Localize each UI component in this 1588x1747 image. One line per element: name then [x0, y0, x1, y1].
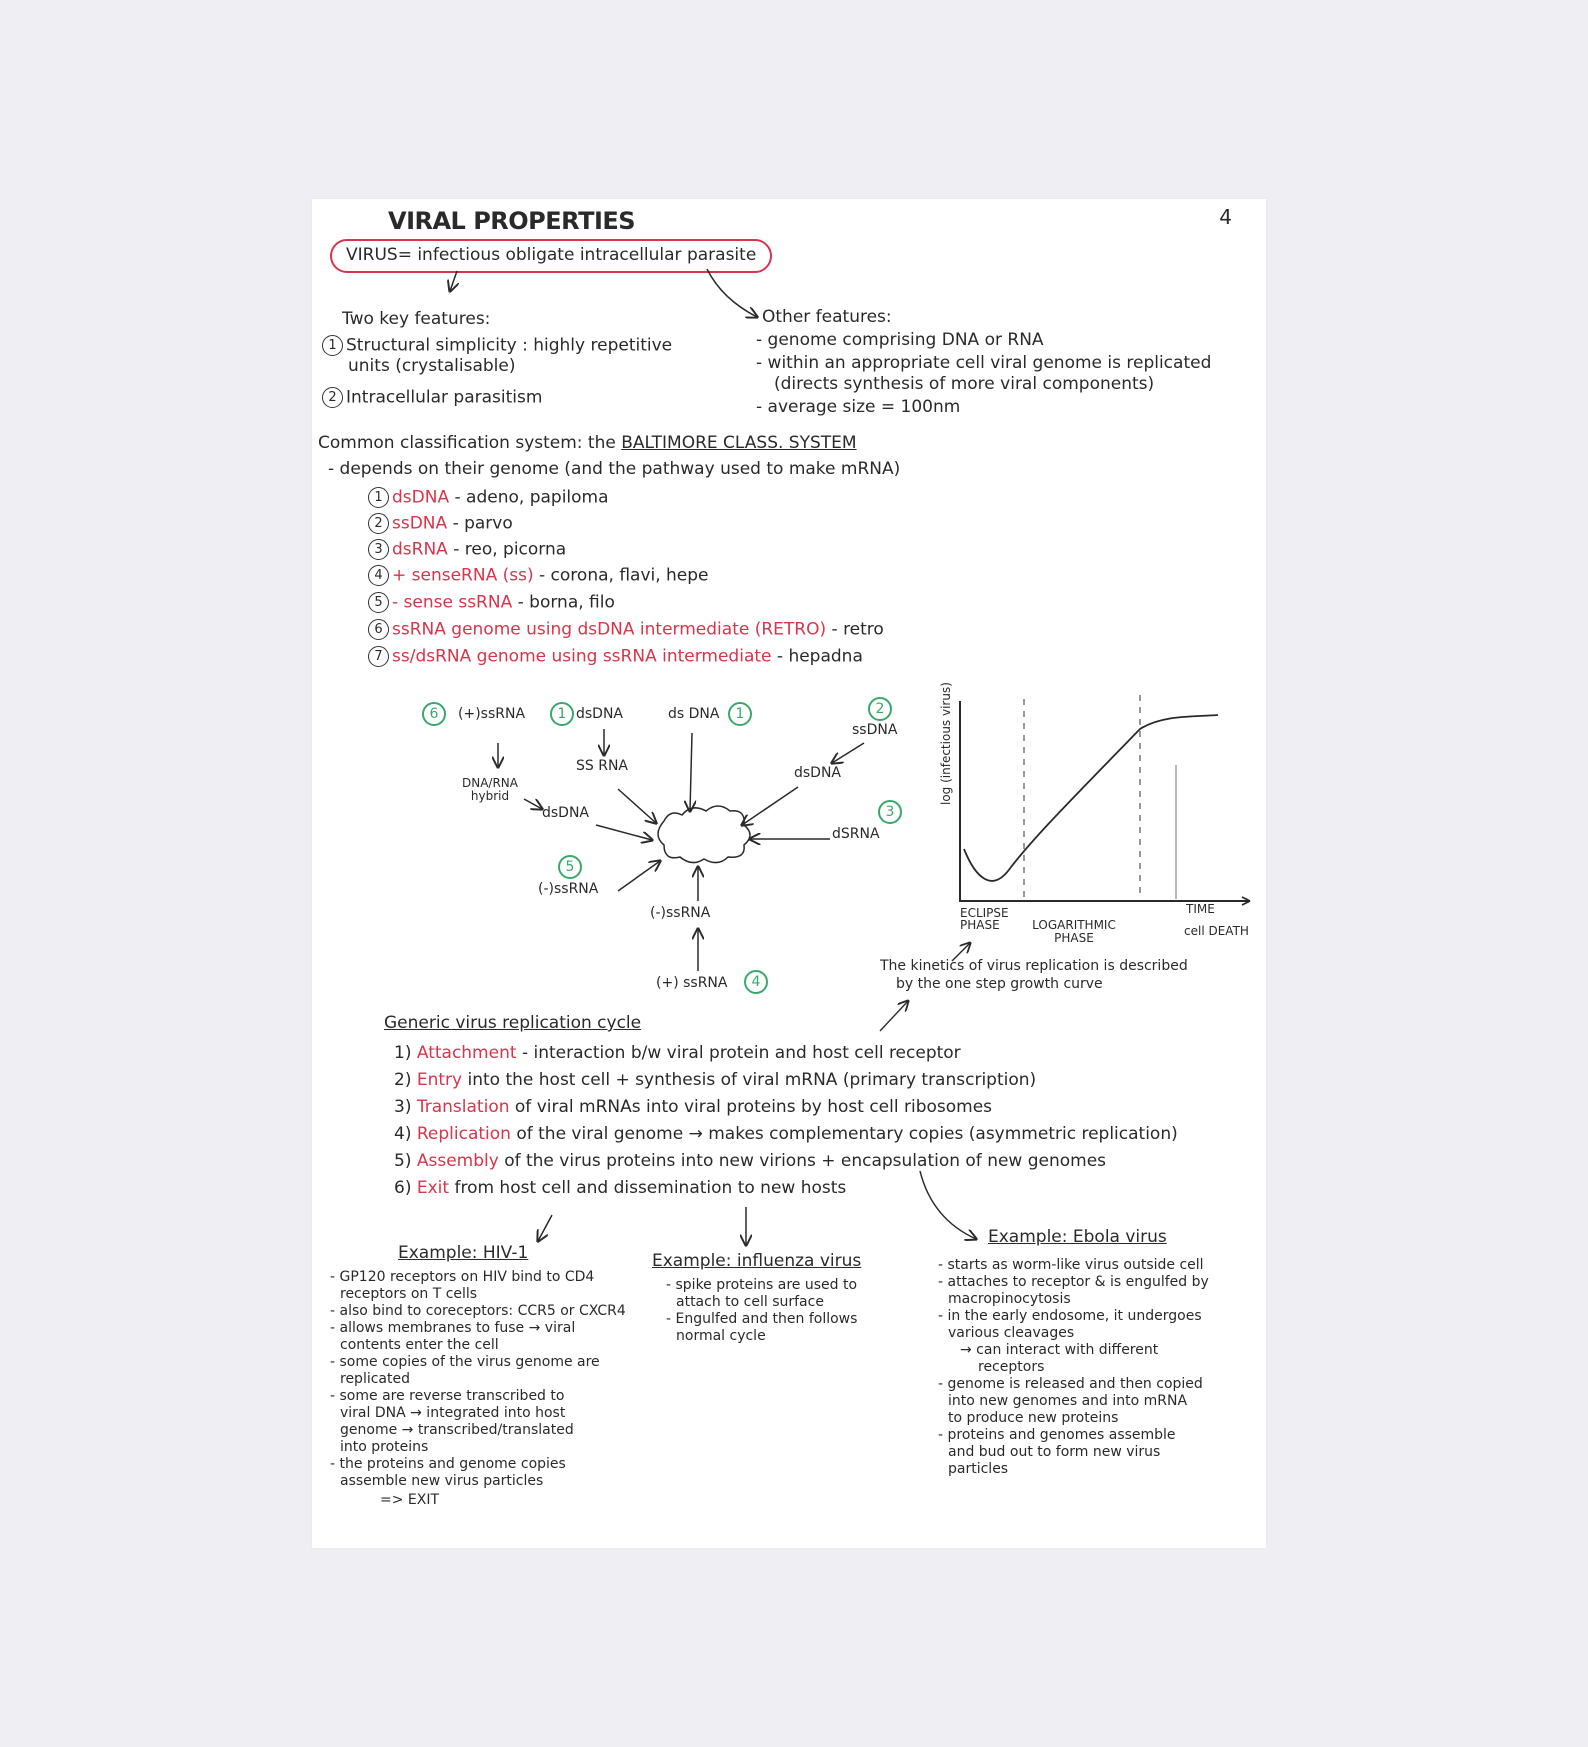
class-examples: - hepadna [776, 646, 863, 667]
eclipse-phase-label: ECLIPSE PHASE [960, 906, 1009, 932]
class-genome: - sense ssRNA [392, 592, 513, 613]
arrow-to-caption [880, 1001, 908, 1031]
example-line: => EXIT [380, 1492, 440, 1508]
key-features-heading: Two key features: [342, 309, 491, 329]
example-line: → can interact with different [960, 1342, 1159, 1358]
replication-step [394, 1072, 1036, 1090]
example-line: contents enter the cell [340, 1337, 499, 1353]
key-feature-text: Intracellular parasitism [346, 387, 543, 408]
example-line: into proteins [340, 1439, 429, 1455]
step-number: 2) [394, 1070, 412, 1090]
growth-caption-2: by the one step growth curve [896, 976, 1103, 992]
step-name: Assembly [416, 1151, 499, 1171]
step-name: Translation [416, 1097, 510, 1117]
other-features-heading: Other features: [762, 307, 892, 327]
arrow-to-hiv [538, 1215, 552, 1241]
class-number: 4 [368, 565, 389, 586]
label-minus-ssrna: (-)ssRNA [650, 905, 711, 921]
other-feature-line: - within an appropriate cell viral genome is replicated [756, 353, 1212, 373]
step-name: Attachment [416, 1043, 517, 1063]
hiv-example-list [330, 1269, 626, 1510]
class-marker-3: 3 [878, 800, 902, 824]
page-title: VIRAL PROPERTIES [388, 207, 636, 235]
class-examples: - adeno, papiloma [454, 487, 609, 508]
arrow-to-ebola [920, 1171, 976, 1239]
step-detail: into the host cell + synthesis of viral mRNA (primary transcription) [467, 1070, 1037, 1090]
replication-step [394, 1180, 846, 1198]
label-plus-ssrna: (+)ssRNA [458, 706, 526, 722]
step-detail: of the virus proteins into new virions + encapsulation of new genomes [504, 1151, 1107, 1171]
example-line: - spike proteins are used to [666, 1277, 858, 1293]
virus-definition: VIRUS= infectious obligate intracellular parasite [330, 239, 772, 273]
label-ssrna: SS RNA [576, 758, 629, 774]
arrow-dsdna-to-mrna [742, 787, 798, 825]
class-marker-1: 1 [550, 702, 574, 726]
other-feature-line: - average size = 100nm [756, 397, 961, 417]
log-phase-label: LOGARITHMIC PHASE [1032, 918, 1116, 945]
arrow-hybrid-to-dsdna [524, 799, 542, 809]
class-number: 6 [368, 619, 389, 640]
label-dsdna: dsDNA [794, 765, 842, 781]
example-line: - some are reverse transcribed to [330, 1388, 565, 1404]
class-marker-2: 2 [868, 697, 892, 721]
class-genome: ssDNA [392, 513, 448, 534]
class-number: 2 [368, 513, 389, 534]
step-number: 5) [394, 1151, 412, 1171]
example-line: genome → transcribed/translated [340, 1422, 574, 1438]
label-dsdna: ds DNA [668, 706, 720, 722]
class-marker-1: 1 [728, 702, 752, 726]
arrow-to-other-features [707, 269, 757, 317]
class-marker-4: 4 [744, 970, 768, 994]
step-detail: of viral mRNAs into viral proteins by host cell ribosomes [514, 1097, 993, 1117]
step-name: Entry [416, 1070, 463, 1090]
hiv-example-heading: Example: HIV-1 [398, 1243, 529, 1263]
example-line: receptors on T cells [340, 1286, 478, 1302]
class-number: 1 [368, 487, 389, 508]
label-plus-ssrna: (+) ssRNA [656, 975, 728, 991]
step-name: Replication [416, 1124, 511, 1144]
example-line: - GP120 receptors on HIV bind to CD4 [330, 1269, 595, 1285]
ebola-example-list [938, 1257, 1258, 1478]
ebola-example-heading: Example: Ebola virus [988, 1227, 1167, 1247]
replication-cycle-heading: Generic virus replication cycle [384, 1013, 642, 1033]
example-line: - allows membranes to fuse → viral [330, 1320, 576, 1336]
class-examples: - parvo [452, 513, 513, 534]
cell-death-label: cell DEATH [1184, 924, 1249, 938]
notes-page [312, 199, 1266, 1548]
growth-ylabel: log (infectious virus) [939, 682, 953, 805]
class-examples: - borna, filo [517, 592, 615, 613]
replication-step [394, 1099, 992, 1117]
influenza-example-list [666, 1277, 896, 1345]
example-line: into new genomes and into mRNA [948, 1393, 1188, 1409]
class-genome: dsRNA [392, 539, 448, 560]
class-examples: - reo, picorna [453, 539, 567, 560]
step-number: 4) [394, 1124, 412, 1144]
class-genome: + senseRNA (ss) [392, 565, 534, 586]
step-detail: of the viral genome → makes complementary copies (asymmetric replication) [516, 1124, 1178, 1144]
label-minus-ssrna: (-)ssRNA [538, 881, 599, 897]
example-line: particles [948, 1461, 1009, 1477]
classification-depends: - depends on their genome (and the pathway used to make mRNA) [328, 459, 901, 479]
arrow-ssdna-to-dsdna [832, 743, 864, 763]
example-line: - also bind to coreceptors: CCR5 or CXCR4 [330, 1303, 626, 1319]
step-detail: from host cell and dissemination to new hosts [454, 1178, 847, 1198]
growth-curve [964, 715, 1218, 881]
class-number: 3 [368, 539, 389, 560]
example-line: various cleavages [948, 1325, 1075, 1341]
class-marker-6: 6 [422, 702, 446, 726]
growth-axes [960, 701, 1250, 901]
example-line: attach to cell surface [676, 1294, 824, 1310]
example-line: viral DNA → integrated into host [340, 1405, 566, 1421]
mrna-cloud [658, 806, 750, 863]
example-line: - proteins and genomes assemble [938, 1427, 1176, 1443]
example-line: and bud out to form new virus [948, 1444, 1161, 1460]
arrow-ssrna-to-mrna [618, 789, 656, 823]
class-genome: ssRNA genome using dsDNA intermediate (RETRO) [392, 619, 827, 640]
key-feature-number: 2 [322, 387, 343, 408]
example-line: replicated [340, 1371, 410, 1387]
step-detail: - interaction b/w viral protein and host cell receptor [521, 1043, 961, 1063]
example-line: - in the early endosome, it undergoes [938, 1308, 1202, 1324]
other-feature-line: (directs synthesis of more viral components) [774, 374, 1155, 394]
replication-step [394, 1153, 1106, 1171]
arrow-minus-ssrna-to-mrna [618, 861, 660, 891]
replication-step [394, 1126, 1178, 1144]
example-line: normal cycle [676, 1328, 766, 1344]
page-number: 4 [1219, 205, 1232, 229]
step-number: 6) [394, 1178, 412, 1198]
label-ssdna: ssDNA [852, 722, 898, 738]
step-number: 1) [394, 1043, 412, 1063]
example-line: - genome is released and then copied [938, 1376, 1203, 1392]
example-line: macropinocytosis [948, 1291, 1071, 1307]
example-line: to produce new proteins [948, 1410, 1119, 1426]
baltimore-system: BALTIMORE CLASS. SYSTEM [621, 433, 857, 453]
classification-prefix: Common classification system: the [318, 433, 616, 453]
influenza-example-heading: Example: influenza virus [652, 1251, 862, 1271]
growth-xlabel: TIME [1186, 902, 1215, 916]
key-feature-1-cont: units (crystalisable) [348, 356, 516, 376]
example-line: - the proteins and genome copies [330, 1456, 566, 1472]
key-feature-text: Structural simplicity : highly repetitive [346, 335, 673, 356]
label-dsrna: dSRNA [832, 826, 880, 842]
class-genome: ss/dsRNA genome using ssRNA intermediate [392, 646, 772, 667]
label-dsdna: dsDNA [542, 805, 590, 821]
arrow-dsdna-to-mrna [596, 825, 652, 840]
step-number: 3) [394, 1097, 412, 1117]
class-number: 5 [368, 592, 389, 613]
class-examples: - corona, flavi, hepe [539, 565, 709, 586]
example-line: - Engulfed and then follows [666, 1311, 858, 1327]
example-line: assemble new virus particles [340, 1473, 544, 1489]
replication-step [394, 1045, 961, 1063]
growth-caption-1: The kinetics of virus replication is described [880, 958, 1188, 974]
class-number: 7 [368, 646, 389, 667]
example-line: - attaches to receptor & is engulfed by [938, 1274, 1209, 1290]
example-line: - some copies of the virus genome are [330, 1354, 600, 1370]
key-feature-number: 1 [322, 335, 343, 356]
class-marker-5: 5 [558, 855, 582, 879]
class-examples: - retro [831, 619, 884, 640]
arrow-to-key-features [450, 271, 457, 291]
label-dna-rna-hybrid: DNA/RNA hybrid [462, 776, 518, 803]
label-dsdna: dsDNA [576, 706, 624, 722]
example-line: - starts as worm-like virus outside cell [938, 1257, 1204, 1273]
other-feature-line: - genome comprising DNA or RNA [756, 330, 1044, 350]
example-line: receptors [978, 1359, 1045, 1375]
arrow-dsdna-to-mrna [690, 733, 692, 811]
step-name: Exit [416, 1178, 450, 1198]
class-genome: dsDNA [392, 487, 450, 508]
